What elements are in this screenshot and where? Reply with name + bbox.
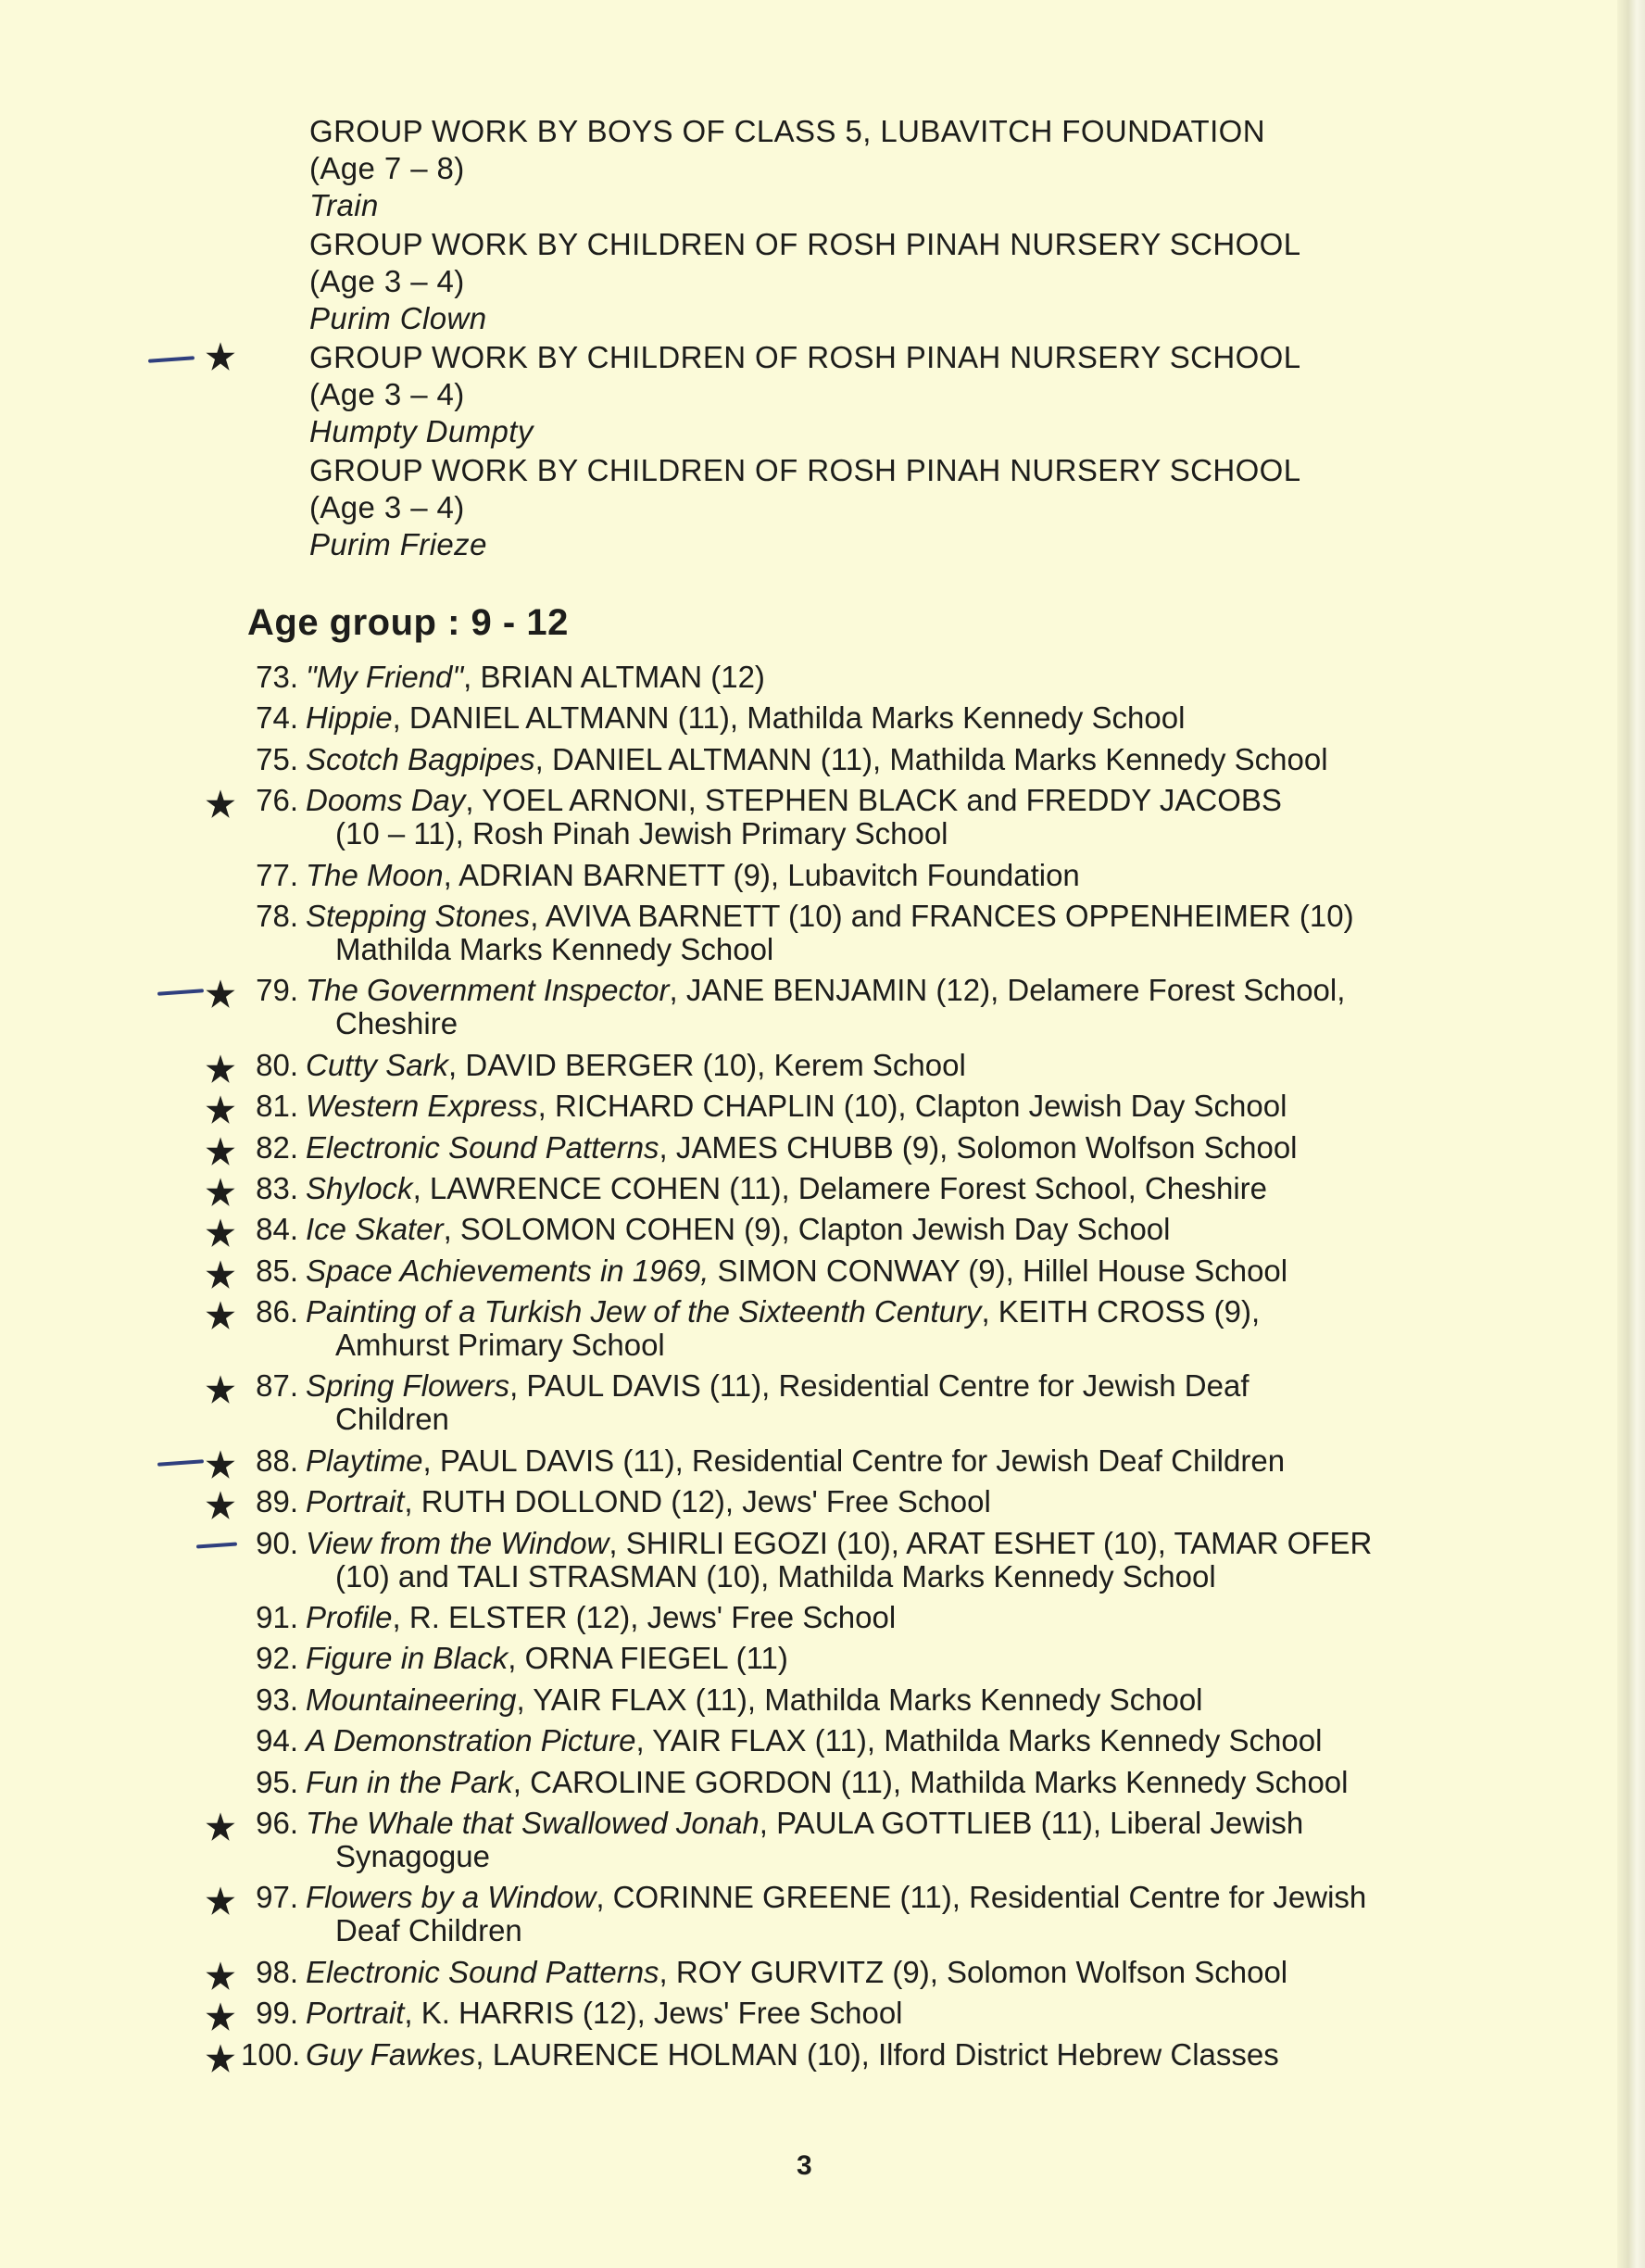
entry-number: 94. (256, 1723, 298, 1758)
entry-number: 96. (256, 1805, 298, 1840)
entry-details: , JAMES CHUBB (9), Solomon Wolfson School (659, 1129, 1298, 1165)
catalogue-entry (0, 1527, 1612, 1594)
entry-title: Stepping Stones (306, 898, 531, 933)
section-heading: Age group : 9 - 12 (247, 602, 569, 643)
entry-number: 93. (256, 1682, 298, 1717)
entry-number: 100. (241, 2036, 301, 2072)
group-work-title: Train (309, 188, 379, 222)
group-work-item (309, 226, 1421, 337)
catalogue-entry (0, 1683, 1612, 1717)
entry-details: , K. HARRIS (12), Jews' Free School (404, 1996, 903, 2031)
entry-details: , CORINNE GREENE (11), Residential Centre for Jewish (596, 1880, 1367, 1915)
star-icon (205, 1374, 236, 1405)
entry-number: 80. (256, 1047, 298, 1082)
entry-continuation: Cheshire (335, 1006, 458, 1041)
catalogue-entry (0, 859, 1612, 892)
entry-title: Spring Flowers (306, 1368, 510, 1404)
group-work-name: GROUP WORK BY CHILDREN OF ROSH PINAH NURSERY SCHOOL (309, 340, 1301, 374)
star-icon (205, 1300, 236, 1331)
group-work-age: (Age 3 – 4) (309, 377, 465, 411)
entry-details: , SOLOMON COHEN (9), Clapton Jewish Day School (443, 1212, 1171, 1247)
star-icon (205, 1449, 236, 1480)
catalogue-entry (0, 743, 1612, 776)
entry-details: , LAWRENCE COHEN (11), Delamere Forest School, Cheshire (412, 1170, 1267, 1205)
entry-details: , PAULA GOTTLIEB (11), Liberal Jewish (759, 1805, 1304, 1840)
entry-details: , AVIVA BARNETT (10) and FRANCES OPPENHEIMER (10) (530, 898, 1354, 933)
pen-mark (157, 1459, 204, 1466)
entry-title: Electronic Sound Patterns (306, 1954, 659, 1989)
entry-title: Flowers by a Window (306, 1880, 596, 1915)
entry-details: , ORNA FIEGEL (11) (508, 1641, 788, 1676)
entry-title: Shylock (306, 1170, 413, 1205)
catalogue-entry (0, 1807, 1612, 1873)
entry-number: 78. (256, 898, 298, 933)
star-icon (205, 1960, 236, 1992)
catalogue-entry (0, 701, 1612, 735)
entry-title: Space Achievements in 1969, (306, 1253, 709, 1288)
group-work-age: (Age 3 – 4) (309, 264, 465, 298)
entry-number: 88. (256, 1443, 298, 1478)
star-icon (205, 2001, 236, 2033)
entry-details: , DAVID BERGER (10), Kerem School (448, 1047, 966, 1082)
catalogue-entry (0, 1213, 1612, 1246)
entry-number: 76. (256, 783, 298, 818)
star-icon (205, 1885, 236, 1917)
catalogue-entry (0, 1997, 1612, 2030)
entry-title: Portrait (306, 1484, 405, 1519)
catalogue-entry (0, 1090, 1612, 1123)
catalogue-entry (0, 900, 1612, 966)
entry-title: Portrait (306, 1996, 405, 2031)
entry-details: , DANIEL ALTMANN (11), Mathilda Marks Kennedy School (392, 700, 1186, 736)
star-icon (205, 1811, 236, 1843)
pen-mark (196, 1542, 237, 1548)
entry-number: 98. (256, 1954, 298, 1989)
entry-number: 77. (256, 857, 298, 892)
entry-continuation: Deaf Children (335, 1913, 522, 1948)
entry-title: The Moon (306, 857, 444, 892)
entry-title: Hippie (306, 700, 393, 736)
group-work-title: Humpty Dumpty (309, 414, 534, 448)
entry-number: 83. (256, 1170, 298, 1205)
group-work-name: GROUP WORK BY CHILDREN OF ROSH PINAH NURSERY SCHOOL (309, 453, 1301, 487)
entry-number: 97. (256, 1880, 298, 1915)
catalogue-entry (0, 2038, 1612, 2072)
entry-details: , SHIRLI EGOZI (10), ARAT ESHET (10), TAMAR OFER (609, 1525, 1373, 1560)
entry-number: 89. (256, 1484, 298, 1519)
group-work-item (309, 339, 1421, 450)
group-work-name: GROUP WORK BY CHILDREN OF ROSH PINAH NURSERY SCHOOL (309, 227, 1301, 261)
entry-title: Scotch Bagpipes (306, 741, 535, 776)
star-icon (205, 1053, 236, 1085)
entry-title: Western Express (306, 1089, 538, 1124)
entry-number: 73. (256, 660, 298, 694)
entry-number: 90. (256, 1525, 298, 1560)
catalogue-entry (0, 1295, 1612, 1362)
catalogue-entry (0, 1172, 1612, 1205)
entry-details: , KEITH CROSS (9), (981, 1294, 1261, 1329)
catalogue-entry (0, 784, 1612, 850)
star-icon (205, 1136, 236, 1167)
group-work-age: (Age 7 – 8) (309, 151, 465, 185)
catalogue-entry (0, 1049, 1612, 1082)
group-work-item (309, 452, 1421, 563)
entry-number: 75. (256, 741, 298, 776)
entry-number: 99. (256, 1996, 298, 2031)
entry-details: , PAUL DAVIS (11), Residential Centre for Jewish Deaf (509, 1368, 1249, 1404)
entry-title: Ice Skater (306, 1212, 444, 1247)
catalogue-entry (0, 1254, 1612, 1288)
entry-details: , YAIR FLAX (11), Mathilda Marks Kennedy School (516, 1682, 1203, 1717)
entry-number: 92. (256, 1641, 298, 1676)
catalogue-entry (0, 1724, 1612, 1758)
entry-number: 87. (256, 1368, 298, 1404)
entry-number: 84. (256, 1212, 298, 1247)
entry-number: 91. (256, 1600, 298, 1635)
entry-details: , YAIR FLAX (11), Mathilda Marks Kennedy School (635, 1723, 1323, 1758)
catalogue-entry (0, 1881, 1612, 1947)
entry-title: "My Friend" (306, 660, 464, 694)
entry-details: , DANIEL ALTMANN (11), Mathilda Marks Kennedy School (534, 741, 1328, 776)
entry-number: 85. (256, 1253, 298, 1288)
entry-details: SIMON CONWAY (9), Hillel House School (709, 1253, 1288, 1288)
entry-title: Dooms Day (306, 783, 466, 818)
entry-title: The Whale that Swallowed Jonah (306, 1805, 760, 1840)
entry-continuation: Amhurst Primary School (335, 1328, 665, 1363)
entry-title: A Demonstration Picture (306, 1723, 636, 1758)
entry-title: Guy Fawkes (306, 2036, 476, 2072)
entry-details: , R. ELSTER (12), Jews' Free School (392, 1600, 897, 1635)
entry-number: 95. (256, 1764, 298, 1799)
catalogue-entry (0, 1642, 1612, 1675)
entry-title: Mountaineering (306, 1682, 517, 1717)
entry-details: , PAUL DAVIS (11), Residential Centre for Jewish Deaf Children (422, 1443, 1286, 1478)
group-work-name: GROUP WORK BY BOYS OF CLASS 5, LUBAVITCH FOUNDATION (309, 114, 1265, 148)
star-icon (205, 2043, 236, 2074)
pen-mark (157, 989, 204, 996)
group-work-title: Purim Clown (309, 301, 487, 335)
star-icon (205, 1217, 236, 1249)
pen-mark (148, 356, 195, 362)
group-work-title: Purim Frieze (309, 527, 487, 561)
entry-details: , YOEL ARNONI, STEPHEN BLACK and FREDDY JACOBS (465, 783, 1282, 818)
page-number: 3 (797, 2150, 812, 2181)
entry-details: , CAROLINE GORDON (11), Mathilda Marks Kennedy School (512, 1764, 1349, 1799)
entry-title: The Government Inspector (306, 973, 670, 1008)
catalogue-entry (0, 1369, 1612, 1436)
entry-title: Playtime (306, 1443, 423, 1478)
star-icon (205, 1177, 236, 1208)
entry-number: 82. (256, 1129, 298, 1165)
catalogue-entry (0, 974, 1612, 1040)
catalogue-entry (0, 661, 1612, 694)
entry-title: Electronic Sound Patterns (306, 1129, 659, 1165)
catalogue-entry (0, 1485, 1612, 1518)
group-work-item (309, 113, 1421, 224)
star-icon (205, 1094, 236, 1126)
entry-continuation: Children (335, 1402, 449, 1437)
entry-number: 86. (256, 1294, 298, 1329)
catalogue-entry (0, 1766, 1612, 1799)
entry-continuation: (10) and TALI STRASMAN (10), Mathilda Marks Kennedy School (335, 1558, 1216, 1594)
entry-title: Figure in Black (306, 1641, 509, 1676)
entry-details: , BRIAN ALTMAN (12) (463, 660, 765, 694)
page-edge (1617, 0, 1645, 2268)
entry-details: , LAURENCE HOLMAN (10), Ilford District Hebrew Classes (475, 2036, 1279, 2072)
entry-details: , RUTH DOLLOND (12), Jews' Free School (404, 1484, 991, 1519)
entry-title: Fun in the Park (306, 1764, 513, 1799)
entry-title: Profile (306, 1600, 393, 1635)
entry-continuation: Synagogue (335, 1838, 490, 1873)
catalogue-entry (0, 1131, 1612, 1165)
catalogue-entry (0, 1444, 1612, 1478)
group-works-list (309, 113, 1421, 565)
entry-details: , JANE BENJAMIN (12), Delamere Forest School, (669, 973, 1346, 1008)
entry-details: , RICHARD CHAPLIN (10), Clapton Jewish Day School (537, 1089, 1287, 1124)
entry-continuation: Mathilda Marks Kennedy School (335, 931, 774, 966)
catalogue-entry (0, 1601, 1612, 1634)
entry-details: , ADRIAN BARNETT (9), Lubavitch Foundation (443, 857, 1080, 892)
entry-number: 81. (256, 1089, 298, 1124)
entry-details: , ROY GURVITZ (9), Solomon Wolfson School (659, 1954, 1288, 1989)
star-icon (205, 1490, 236, 1521)
group-work-age: (Age 3 – 4) (309, 490, 465, 524)
entry-number: 74. (256, 700, 298, 736)
entries-list (0, 661, 1612, 2079)
entry-title: Painting of a Turkish Jew of the Sixteenth Century (306, 1294, 982, 1329)
star-icon (205, 1259, 236, 1291)
star-icon (205, 341, 236, 372)
entry-continuation: (10 – 11), Rosh Pinah Jewish Primary School (335, 816, 948, 851)
star-icon (205, 978, 236, 1010)
catalogue-entry (0, 1956, 1612, 1989)
entry-title: View from the Window (306, 1525, 609, 1560)
entry-number: 79. (256, 973, 298, 1008)
star-icon (205, 788, 236, 820)
entry-title: Cutty Sark (306, 1047, 449, 1082)
